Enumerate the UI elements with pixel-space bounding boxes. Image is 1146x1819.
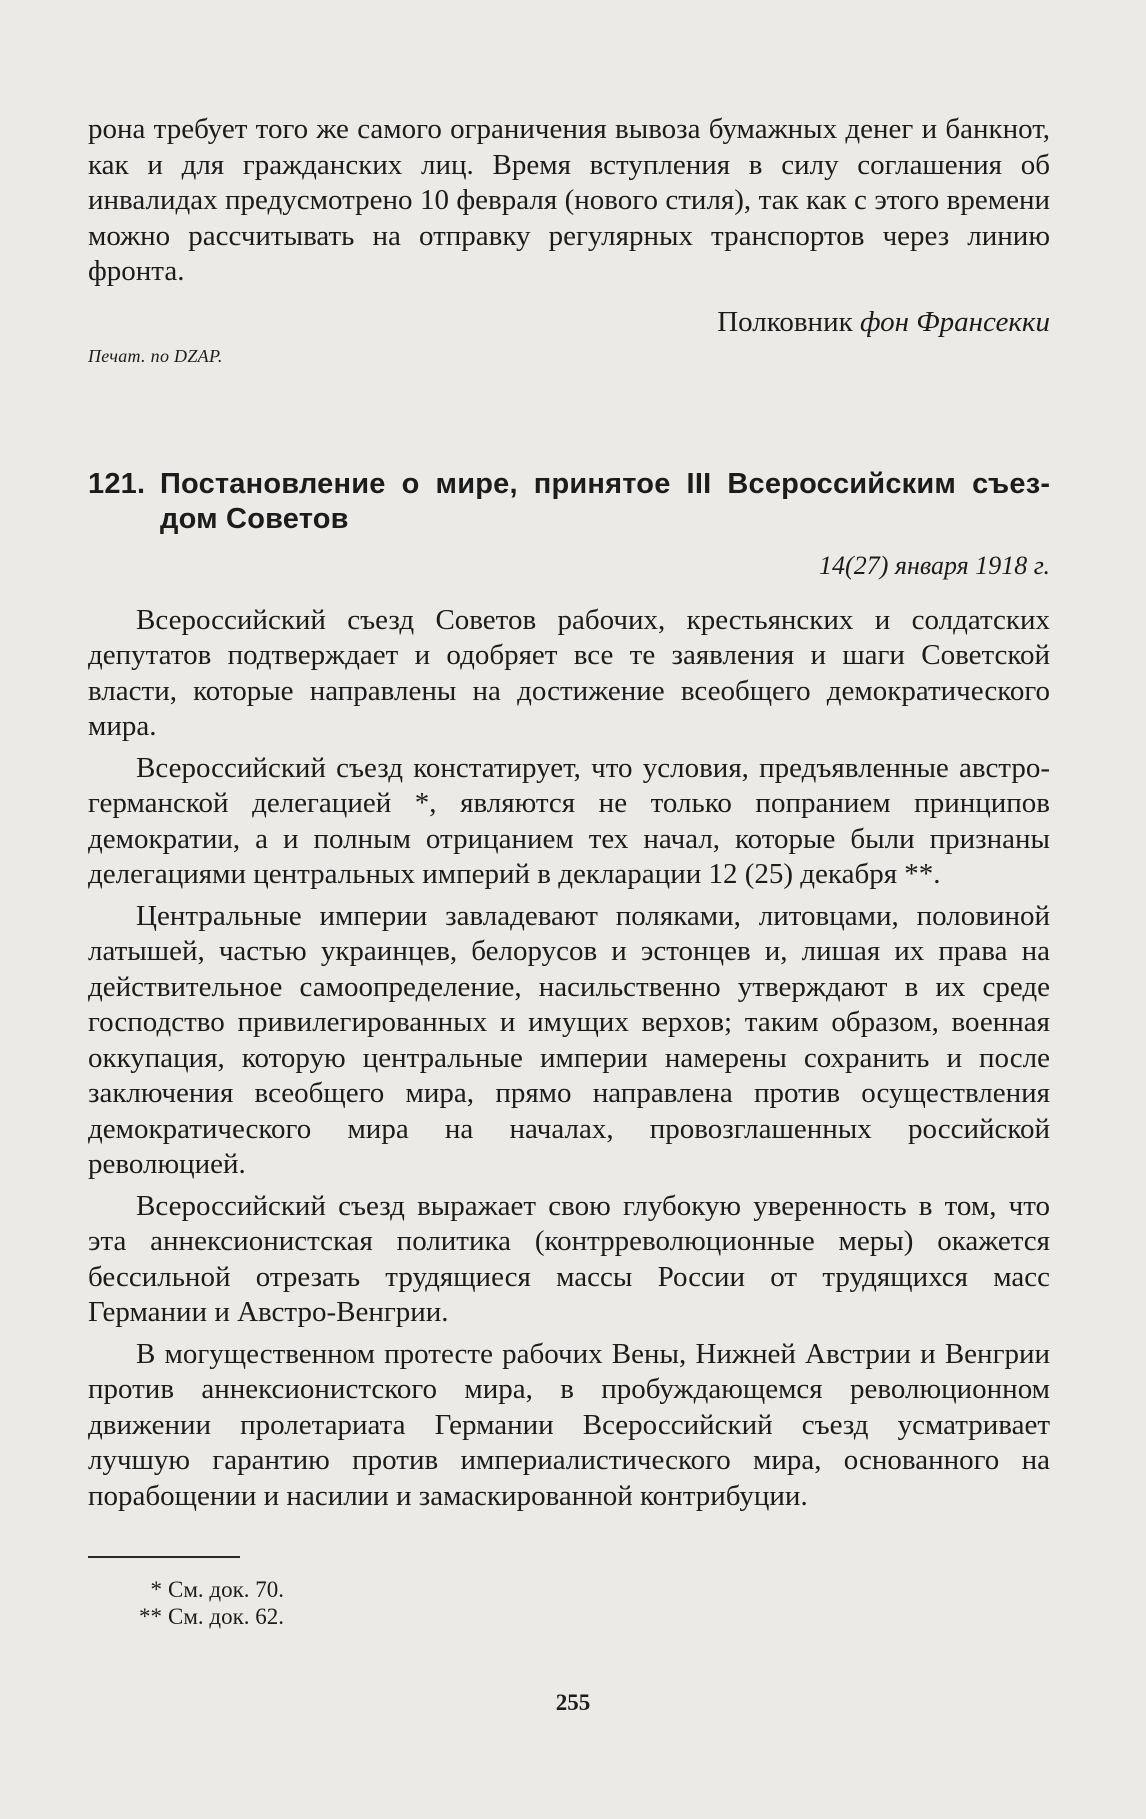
document-title: Постановление о мире, принятое III Всероссийским съездом Советов: [160, 467, 1050, 535]
footnotes: [88, 1576, 1050, 1630]
signature-rank: Полковник: [717, 305, 853, 338]
signature-name: фон Франсекки: [859, 305, 1050, 338]
page-content: [88, 112, 1050, 1630]
footnote-text: См. док. 62.: [168, 1604, 285, 1629]
document-heading: [88, 467, 1050, 537]
paragraph-2: Всероссийский съезд констатирует, что условия, предъявленные австро-германской делегацией *, являются не только попранием принципов демократии, а и полным отрицанием тех начал, которые были признаны делегациями центральных империй в декларации 12 (25) декабря **.: [88, 751, 1050, 890]
source-note: Печат. по DZAP.: [88, 345, 223, 366]
footnote-mark: **: [139, 1604, 162, 1629]
signature: [88, 305, 1050, 340]
footnote-mark: *: [150, 1577, 162, 1602]
paragraph-4: Всероссийский съезд выражает свою глубокую уверенность в том, что эта аннексионистская политика (контрреволюционные меры) окажется бессильной отрезать трудящиеся массы России от трудящихся масс Германии и Австро-Венгрии.: [88, 1189, 1050, 1328]
paragraph-3: Центральные империи завладевают поляками, литовцами, половиной латышей, частью украинцев, белорусов и эстонцев и, лишая их права на действительное самоопределение, насильственно утверждают в их среде господство привилегированных и имущих верхов; таким образом, военная оккупация, которую центральные империи намерены сохранить и после заключения всеобщего мира, прямо направлена против осуществления демократического мира на началах, провозглашенных российской революцией.: [88, 899, 1050, 1180]
paragraph-5: В могущественном протесте рабочих Вены, Нижней Австрии и Венгрии против аннексионистского мира, в пробуждающемся революционном движении пролетариата Германии Всероссийский съезд усматривает лучшую гарантию против империалистического мира, основанного на порабощении и насилии и замаскированной контрибуции.: [88, 1337, 1050, 1512]
page-number: 255: [555, 1690, 591, 1715]
document-number: 121.: [88, 467, 146, 500]
footnote-text: См. док. 70.: [168, 1577, 285, 1602]
intro-paragraph: рона требует того же самого ограничения вывоза бумажных денег и банкнот, как и для гражданских лиц. Время вступления в силу соглашения об инвалидах предусмотрено 10 февраля (нового стиля), так как с этого времени можно рассчитывать на отправку регулярных транспортов через линию фронта.: [88, 113, 1050, 287]
footnote: [88, 1576, 1050, 1603]
document-date: 14(27) января 1918 г.: [819, 550, 1050, 580]
footnote: [88, 1603, 1050, 1630]
paragraph-1: Всероссийский съезд Советов рабочих, крестьянских и солдатских депутатов подтверждает и одобряет все те заявления и шаги Советской власти, которые направлены на достижение всеобщего демократического мира.: [88, 603, 1050, 742]
footnote-divider: [88, 1556, 240, 1558]
